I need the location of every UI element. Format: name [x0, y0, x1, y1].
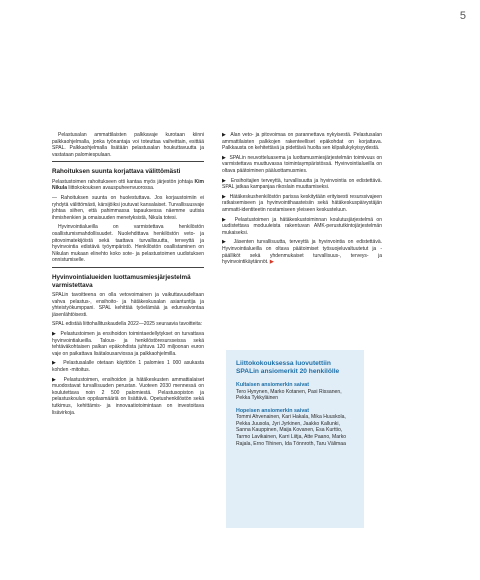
bullet-arrow-icon: ▶ [52, 376, 58, 383]
paragraph-spal-tavoite: SPALin tavoitteena on olla vetovoimainen ja vaikuttavuudeltaan vahva pelastus-, ensihoito- ja hätäkeskusalan asiantuntija ja yhteistyökumppani. SPAL kehittää työelämää ja edunvalvontaa jäsenlähtöisesti. [52, 292, 204, 318]
list-item: ▶ Pelastusalalle otetaan käyttöön 1 palomies 1 000 asukasta kohden -mitoitus. [52, 360, 204, 373]
quote-paragraph: — Rahoituksen suunta on huolestuttava. Jos korjaustoimiin ei ryhdytä välittömästi, kärsijöiksi joutuvat kansalaiset. Turvallisuusvaje johtaa siihen, että pahimmassa tapauksessa näemme uutisia ihmishenkien ja omaisuuden menetyksistä, Nikula totesi. [52, 195, 204, 221]
gold-award-title: Kultaisen ansiomerkin saivat [236, 382, 310, 388]
list-item: ▶ Pelastustoimen ja ensihoidon toimintaedellytykset on turvattava hyvinvointialueilla. Talous- ja henkilöstöresursseissa sekä tehtäväkohtaisen palkan epäkohdista juhtuva 120 miljoonan euron vaje on paikattava lisätalousarviossa ja palkkaohjelmilla. [52, 330, 204, 357]
list-item: ▶ Ensihoitajien terveyttä, turvallisuutta ja hyvinvointia on edistettävä. SPAL jatkaa kampanjaa rikoslain muuttamiseksi. [222, 177, 382, 191]
silver-award-group [236, 408, 354, 447]
end-mark-icon: ▶ [269, 259, 274, 266]
section-heading-rahoitus: Rahoituksen suunta korjattava välittömästi [52, 168, 181, 176]
awards-box-title: Liittokokouksessa luovutettiin SPALin ansiomerkit 20 henkilölle [236, 360, 340, 375]
bullet-arrow-icon: ▶ [52, 330, 57, 337]
silver-award-title: Hopeisen ansiomerkin saivat [236, 407, 310, 414]
gold-award-names: Tero Hynynen, Marko Kotanen, Pasi Rissanen, Pekka Tykkyläinen [236, 388, 342, 402]
list-item: ▶ Pelastustoimen, ensihoidon ja hätäkeskusten ammattialaiset muodostavat turvallisuuden perustan. Vuoteen 2030 mennessä on koulutettava noin 2 500 palomiestä. Pelastusopiston ja pelastuskoulun oppilasmääriä on lisättävä. Opetushenkilöstön sekä tutkimus, kehittämis- ja innovaatiotoimintaan on investoitava lisävirkoja. [52, 376, 204, 416]
gold-award-group [236, 382, 354, 402]
list-item: ▶ Hätäkeskushenkilöstön parissa keskitytään erityisesti resurssivajeen ratkaisemiseen ja hyvinvointihaasteisiin sekä hätäkeskuspäivystäjän ammatti-identiteetin nostamiseen yleiseen keskusteluun. [222, 193, 382, 213]
right-column [222, 132, 382, 269]
paragraph-tavoitteet-intro: SPAL edistää liittohallituskaudella 2022—2025 seuraavia tavoitteita: [52, 321, 203, 328]
silver-award-names: Tommi Ahvenainen, Kari Hakala, Mika Huuskola, Pekka Juusola, Jyri Jyrkinen, Jaakko Kallunki, Sanna Kauppinen, Maija Kovanen, Esa Kurttio, Tarmo Lavikainen, Karri Liitja, Atte Paano, Marko Rajala, Erno Tihinen, Ida Tönnroth, Taru Välimaa [236, 414, 347, 447]
paragraph-kim-nikula: Pelastustoimen rahoitukseen otti kantaa myös järjestön johtaja Kim Nikula liittokokouksen avauspuheenvuorossa. [52, 178, 204, 192]
name-kim-nikula: Kim Nikula [52, 178, 204, 192]
bullet-arrow-icon: ▶ [222, 132, 227, 138]
awards-info-box [226, 350, 364, 528]
list-item: ▶ Jäsenten turvallisuutta, terveyttä ja hyvinvointia on edistettävä. Hyvinvointialueilla on oltava päätoimiset työsuojeluvaltuutetut ja -päälliköt sekä yhdenmukaiset turvallisuus-, terveys- ja hyvinvointikäytännöt. ▶ [222, 239, 382, 266]
section-heading-luottamusmies: Hyvinvointialueiden luottamusmiesjärjestelmä varmistettava [52, 274, 191, 289]
page-number: 5 [459, 10, 466, 22]
list-item: ▶ Pelastustoimen ja hätäkeskustoiminnan koulutusjärjestelmä on uudistettava moduuleista rakentuvan AMK-perustutkintojärjestelmän mukaiseksi. [222, 216, 382, 236]
intro-paragraph: Pelastusalan ammattilaisten palkkavaje kurotaan kiinni palkkaohjelmalla, jonka työnantaja voi toteuttaa vaiheittain, esittää SPAL. Palkkaohjelmalla lisätään pelastusalan houkuttavuutta ja vastataan palomiespulaan. [52, 132, 204, 158]
bullet-arrow-icon: ▶ [222, 154, 227, 161]
bullet-arrow-icon: ▶ [52, 360, 58, 367]
list-item: ▶ SPALin neuvotteluasema ja luottamusmiesjärjestelmän toimivuus on varmistettava muuttuvassa toimintaympäristössä. Hyvinvointialueilla on oltava päätoiminen pääluottamusmies. [222, 154, 383, 174]
section-divider [52, 161, 204, 162]
bullet-arrow-icon: ▶ [222, 239, 228, 246]
bullet-arrow-icon: ▶ [222, 216, 228, 223]
left-column [52, 132, 204, 419]
section-divider [52, 267, 204, 268]
bullet-arrow-icon: ▶ [222, 193, 227, 200]
bullet-arrow-icon: ▶ [222, 177, 227, 184]
paragraph-osallistuminen: Hyvinvointialueilla on varmistettava henkilöstön osallistumismahdollisuudet. Nuolehdittava henkilöstön veto- ja pitovoimatekijöistä sekä taattava turvallisuutta, terveyttä ja hyvinvointia edistävä työympäristö. Henkilöstön osallistaminen on Nikulan mukaan elinehto koko sote- ja pelastustoimen uudistuksen onnistumiselle. [52, 224, 204, 264]
list-item: ▶ Alan veto- ja pitovoimaa on parannettava nykyisestä. Pelastusalan ammattilaisten palkkojen rakenteelliset epäkohdat on korjattava. Palkkausta on kehitettävä ja pidettävä huolta sen kilpailukykyisyydestä. [222, 132, 382, 152]
